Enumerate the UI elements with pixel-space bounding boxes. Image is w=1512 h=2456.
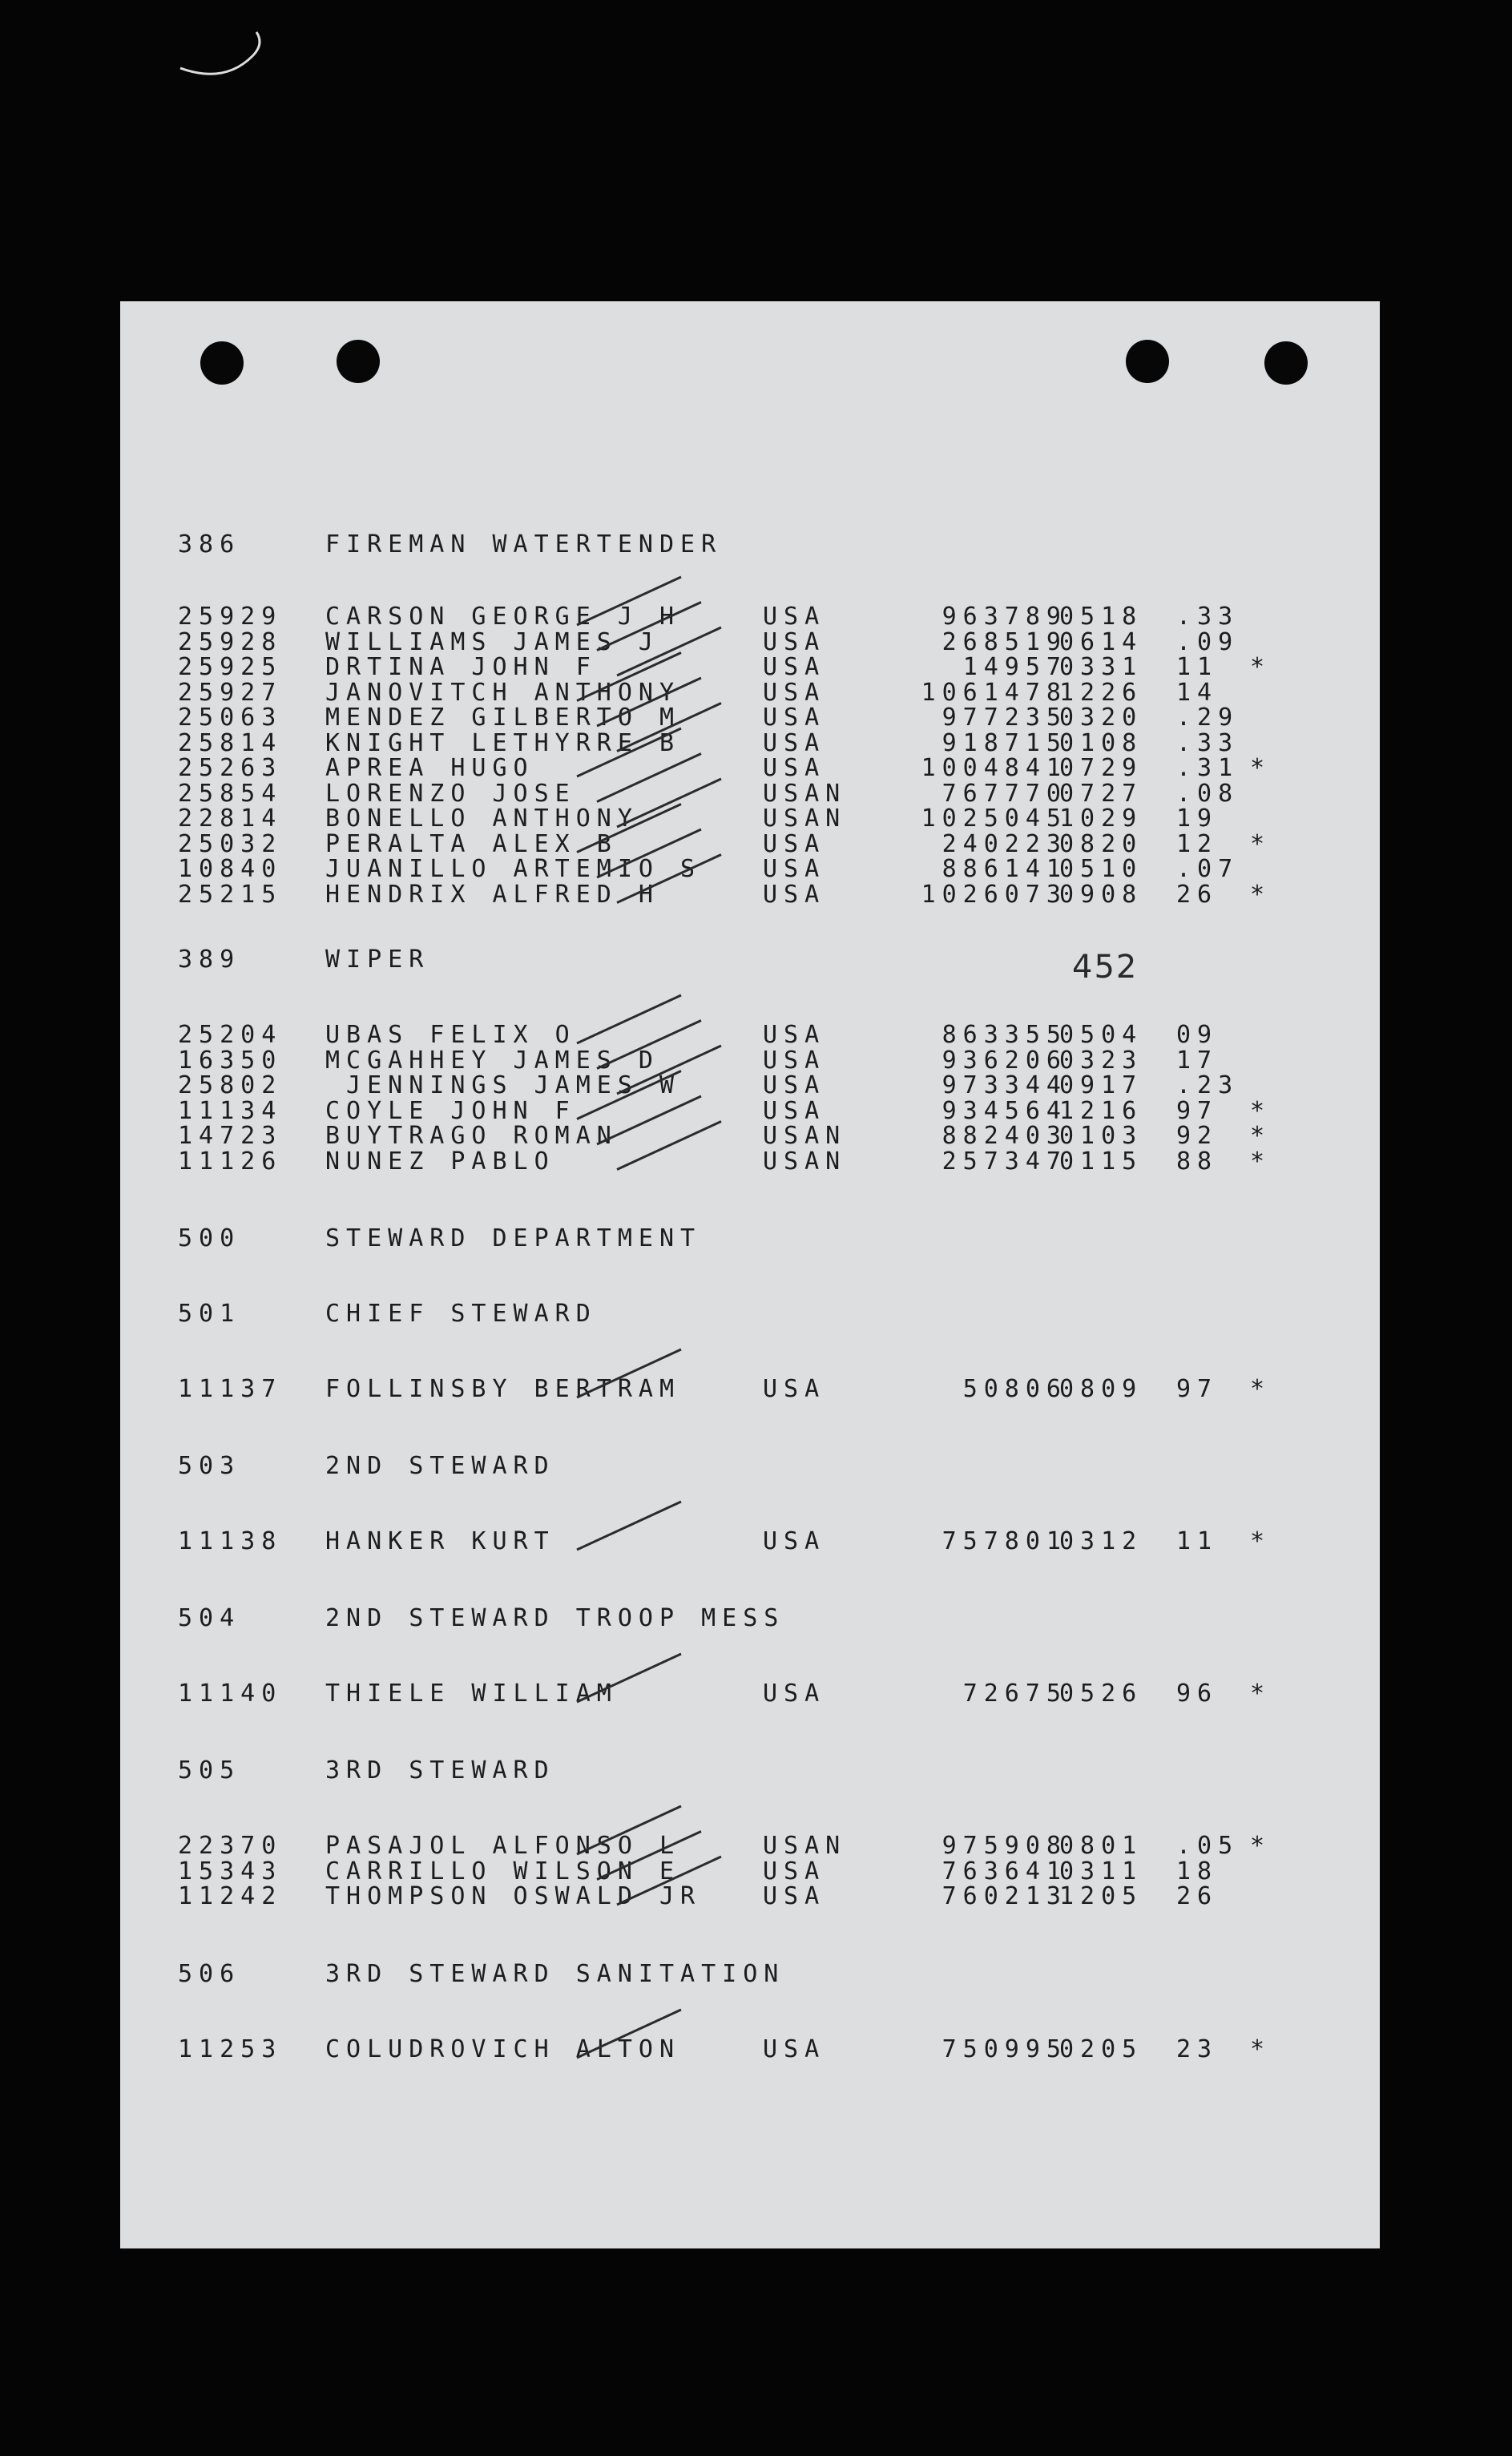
crew-name: BUYTRAGO ROMAN <box>325 1122 618 1150</box>
citizenship: USAN <box>763 1122 847 1150</box>
certificate-number: 257347 <box>941 1147 1067 1176</box>
section-title: STEWARD DEPARTMENT <box>325 1224 702 1252</box>
certificate-number: 50806 <box>962 1375 1067 1403</box>
citizenship: USA <box>763 603 826 631</box>
citizenship: USA <box>763 1046 826 1075</box>
crew-name: NUNEZ PABLO <box>325 1147 555 1176</box>
section-code: 503 <box>178 1452 241 1480</box>
rating-code: .33 <box>1176 728 1240 757</box>
certificate-number: 1025045 <box>921 805 1067 833</box>
rating-code: .23 <box>1176 1071 1240 1099</box>
check-marks <box>120 301 1380 2248</box>
crew-name: JUANILLO ARTEMIO S <box>325 855 702 883</box>
crew-id: 15343 <box>178 1857 283 1885</box>
rating-code: .07 <box>1176 855 1240 883</box>
rating-code: 97 <box>1176 1096 1219 1125</box>
citizenship: USA <box>763 1527 826 1555</box>
citizenship: USA <box>763 2035 826 2063</box>
certificate-number: 936206 <box>941 1046 1067 1075</box>
citizenship: USA <box>763 880 826 909</box>
section-code: 504 <box>178 1604 241 1632</box>
rating-code: 14 <box>1176 678 1219 707</box>
citizenship: USA <box>763 1071 826 1099</box>
rating-code: 11 <box>1176 653 1219 681</box>
certificate-number: 757801 <box>941 1527 1067 1555</box>
rating-code: 17 <box>1176 1046 1219 1075</box>
date-code: 1216 <box>1059 1096 1143 1125</box>
citizenship: USA <box>763 704 826 732</box>
certificate-number: 863355 <box>941 1021 1067 1049</box>
section-title: FIREMAN WATERTENDER <box>325 530 723 559</box>
date-code: 0801 <box>1059 1832 1143 1860</box>
crew-name: CARSON GEORGE J H <box>325 603 681 631</box>
citizenship: USAN <box>763 1147 847 1176</box>
date-code: 0526 <box>1059 1680 1143 1708</box>
certificate-number: 1004841 <box>921 754 1067 782</box>
crew-name: PASAJOL ALFONSO L <box>325 1832 681 1860</box>
date-code: 0323 <box>1059 1046 1143 1075</box>
citizenship: USAN <box>763 805 847 833</box>
crew-id: 25814 <box>178 728 283 757</box>
certificate-number: 763641 <box>941 1857 1067 1885</box>
section-code: 386 <box>178 530 241 559</box>
crew-id: 11126 <box>178 1147 283 1176</box>
section-title: 3RD STEWARD <box>325 1756 555 1785</box>
date-code: 0311 <box>1059 1857 1143 1885</box>
date-code: 0820 <box>1059 829 1143 858</box>
section-title: 3RD STEWARD SANITATION <box>325 1960 785 1988</box>
page-number-stamp: 452 <box>1072 949 1139 986</box>
date-code: 0331 <box>1059 653 1143 681</box>
certificate-number: 750995 <box>941 2035 1067 2063</box>
certificate-number: 1026073 <box>921 880 1067 909</box>
date-code: 1226 <box>1059 678 1143 707</box>
crew-id: 25204 <box>178 1021 283 1049</box>
crew-name: HANKER KURT <box>325 1527 555 1555</box>
section-code: 500 <box>178 1224 241 1252</box>
rating-code: 19 <box>1176 805 1219 833</box>
rating-code: 97 <box>1176 1375 1219 1403</box>
citizenship: USA <box>763 754 826 782</box>
crew-id: 11137 <box>178 1375 283 1403</box>
date-code: 0727 <box>1059 779 1143 808</box>
date-code: 0729 <box>1059 754 1143 782</box>
citizenship: USA <box>763 1680 826 1708</box>
date-code: 1205 <box>1059 1882 1143 1910</box>
check-stroke <box>577 2010 681 2058</box>
asterisk-mark: * <box>1250 880 1272 909</box>
crew-name: JANOVITCH ANTHONY <box>325 678 681 707</box>
date-code: 0312 <box>1059 1527 1143 1555</box>
certificate-number: 72675 <box>962 1680 1067 1708</box>
crew-name: DRTINA JOHN F <box>325 653 597 681</box>
citizenship: USAN <box>763 1832 847 1860</box>
certificate-number: 973344 <box>941 1071 1067 1099</box>
crew-name: BONELLO ANTHONY <box>325 805 639 833</box>
check-stroke <box>577 1654 681 1702</box>
crew-name: MCGAHHEY JAMES D <box>325 1046 659 1075</box>
section-code: 506 <box>178 1960 241 1988</box>
rating-code: 26 <box>1176 1882 1219 1910</box>
crew-id: 11242 <box>178 1882 283 1910</box>
certificate-number: 977235 <box>941 704 1067 732</box>
crew-name: JENNINGS JAMES W <box>325 1071 681 1099</box>
certificate-number: 934564 <box>941 1096 1067 1125</box>
section-title: CHIEF STEWARD <box>325 1300 597 1328</box>
rating-code: .08 <box>1176 779 1240 808</box>
certificate-number: 882403 <box>941 1122 1067 1150</box>
date-code: 0518 <box>1059 603 1143 631</box>
rating-code: 96 <box>1176 1680 1219 1708</box>
citizenship: USA <box>763 627 826 656</box>
section-title: 2ND STEWARD <box>325 1452 555 1480</box>
certificate-number: 1061478 <box>921 678 1067 707</box>
crew-name: THOMPSON OSWALD JR <box>325 1882 702 1910</box>
date-code: 0504 <box>1059 1021 1143 1049</box>
certificate-number: 14957 <box>962 653 1067 681</box>
certificate-number: 760213 <box>941 1882 1067 1910</box>
certificate-number: 240223 <box>941 829 1067 858</box>
crew-id: 14723 <box>178 1122 283 1150</box>
date-code: 1029 <box>1059 805 1143 833</box>
certificate-number: 918715 <box>941 728 1067 757</box>
crew-name: PERALTA ALEX B <box>325 829 618 858</box>
certificate-number: 975908 <box>941 1832 1067 1860</box>
section-code: 501 <box>178 1300 241 1328</box>
crew-name: HENDRIX ALFRED H <box>325 880 659 909</box>
crew-id: 11253 <box>178 2035 283 2063</box>
certificate-number: 963789 <box>941 603 1067 631</box>
date-code: 0917 <box>1059 1071 1143 1099</box>
rating-code: 12 <box>1176 829 1219 858</box>
section-title: 2ND STEWARD TROOP MESS <box>325 1604 785 1632</box>
crew-name: KNIGHT LETHYRRE B <box>325 728 681 757</box>
crew-name: THIELE WILLIAM <box>325 1680 618 1708</box>
rating-code: 09 <box>1176 1021 1219 1049</box>
rating-code: 26 <box>1176 880 1219 909</box>
check-stroke <box>577 1502 681 1550</box>
certificate-number: 886141 <box>941 855 1067 883</box>
rating-code: .31 <box>1176 754 1240 782</box>
section-title: WIPER <box>325 946 430 974</box>
citizenship: USA <box>763 1021 826 1049</box>
crew-name: MENDEZ GILBERTO M <box>325 704 681 732</box>
rating-code: 18 <box>1176 1857 1219 1885</box>
date-code: 0320 <box>1059 704 1143 732</box>
asterisk-mark: * <box>1250 1527 1272 1555</box>
citizenship: USA <box>763 678 826 707</box>
citizenship: USA <box>763 1096 826 1125</box>
crew-name: COLUDROVICH ALTON <box>325 2035 681 2063</box>
date-code: 0614 <box>1059 627 1143 656</box>
asterisk-mark: * <box>1250 1375 1272 1403</box>
crew-id: 22814 <box>178 805 283 833</box>
asterisk-mark: * <box>1250 2035 1272 2063</box>
rating-code: .05 <box>1176 1832 1240 1860</box>
crew-id: 25929 <box>178 603 283 631</box>
crew-id: 25063 <box>178 704 283 732</box>
crew-id: 25927 <box>178 678 283 707</box>
date-code: 0908 <box>1059 880 1143 909</box>
date-code: 0510 <box>1059 855 1143 883</box>
crew-name: FOLLINSBY BERTRAM <box>325 1375 681 1403</box>
crew-id: 25215 <box>178 880 283 909</box>
asterisk-mark: * <box>1250 754 1272 782</box>
rating-code: 88 <box>1176 1147 1219 1176</box>
rating-code: 92 <box>1176 1122 1219 1150</box>
citizenship: USA <box>763 1375 826 1403</box>
crew-name: LORENZO JOSE <box>325 779 576 808</box>
crew-id: 22370 <box>178 1832 283 1860</box>
date-code: 0103 <box>1059 1122 1143 1150</box>
date-code: 0108 <box>1059 728 1143 757</box>
section-code: 389 <box>178 946 241 974</box>
crew-name: COYLE JOHN F <box>325 1096 576 1125</box>
asterisk-mark: * <box>1250 1096 1272 1125</box>
crew-id: 11140 <box>178 1680 283 1708</box>
document-page <box>120 301 1380 2248</box>
crew-id: 16350 <box>178 1046 283 1075</box>
rating-code: .33 <box>1176 603 1240 631</box>
citizenship: USA <box>763 728 826 757</box>
section-code: 505 <box>178 1756 241 1785</box>
date-code: 0809 <box>1059 1375 1143 1403</box>
citizenship: USA <box>763 855 826 883</box>
crew-name: UBAS FELIX O <box>325 1021 576 1049</box>
citizenship: USAN <box>763 779 847 808</box>
crew-id: 11134 <box>178 1096 283 1125</box>
rating-code: .29 <box>1176 704 1240 732</box>
asterisk-mark: * <box>1250 1122 1272 1150</box>
date-code: 0205 <box>1059 2035 1143 2063</box>
asterisk-mark: * <box>1250 653 1272 681</box>
crew-id: 25032 <box>178 829 283 858</box>
asterisk-mark: * <box>1250 1832 1272 1860</box>
date-code: 0115 <box>1059 1147 1143 1176</box>
crew-id: 25802 <box>178 1071 283 1099</box>
rating-code: .09 <box>1176 627 1240 656</box>
crew-id: 25928 <box>178 627 283 656</box>
crew-id: 11138 <box>178 1527 283 1555</box>
citizenship: USA <box>763 829 826 858</box>
citizenship: USA <box>763 653 826 681</box>
crew-name: CARRILLO WILSON E <box>325 1857 681 1885</box>
crew-name: WILLIAMS JAMES J <box>325 627 659 656</box>
crew-id: 25263 <box>178 754 283 782</box>
certificate-number: 268519 <box>941 627 1067 656</box>
certificate-number: 767770 <box>941 779 1067 808</box>
crew-id: 25925 <box>178 653 283 681</box>
citizenship: USA <box>763 1882 826 1910</box>
corner-pen-mark <box>176 24 272 88</box>
citizenship: USA <box>763 1857 826 1885</box>
check-stroke <box>577 1349 681 1397</box>
asterisk-mark: * <box>1250 1147 1272 1176</box>
asterisk-mark: * <box>1250 829 1272 858</box>
asterisk-mark: * <box>1250 1680 1272 1708</box>
crew-id: 25854 <box>178 779 283 808</box>
rating-code: 11 <box>1176 1527 1219 1555</box>
crew-id: 10840 <box>178 855 283 883</box>
rating-code: 23 <box>1176 2035 1219 2063</box>
crew-name: APREA HUGO <box>325 754 534 782</box>
